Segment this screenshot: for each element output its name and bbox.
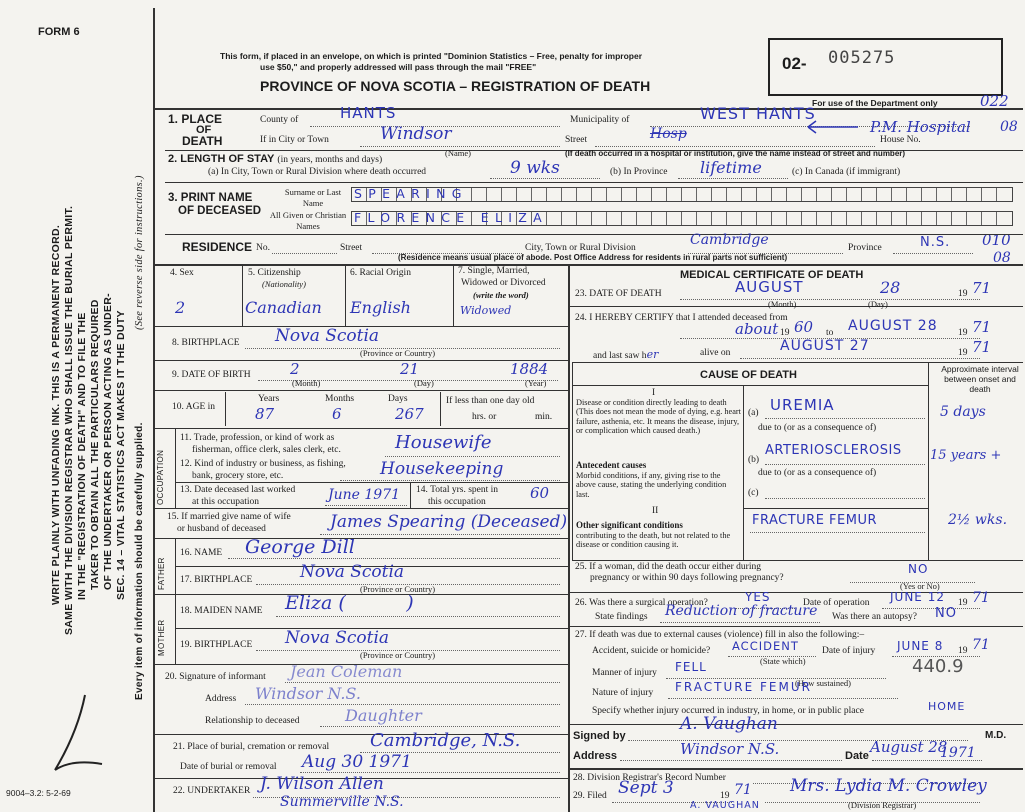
lastsaw-text: and last saw h [593, 351, 647, 361]
surname-value: SPEARING [354, 186, 468, 201]
cause-c-label: (c) [748, 488, 759, 498]
from-year: 60 [794, 318, 814, 336]
cause-a: UREMIA [770, 396, 835, 414]
county-value: HANTS [340, 104, 397, 122]
interval-label: Approximate interval between onset and death [941, 364, 1019, 394]
accident-value: ACCIDENT [732, 639, 799, 653]
autopsy-label: Was there an autopsy? [832, 612, 917, 622]
cause-title: CAUSE OF DEATH [700, 369, 797, 381]
father-name-label: 16. NAME [180, 548, 223, 558]
burial-place-label: 21. Place of burial, cremation or removal [173, 742, 330, 752]
given-value: FLORENCE ELIZA [354, 210, 548, 225]
months-label: Months [325, 394, 355, 404]
side-instruction: IN THE "REGISTRATION OF DEATH" AND TO FILE THE [76, 312, 88, 600]
certify-label: 24. I HEREBY CERTIFY that I attended deceased from [575, 313, 788, 323]
age-years: 87 [255, 405, 275, 423]
residence-no-label: No. [256, 243, 270, 253]
dob-month: 2 [290, 360, 300, 378]
other-interval: 2½ wks. [948, 512, 1008, 528]
physician-address: Windsor N.S. [680, 740, 780, 758]
burial-date-label: Date of burial or removal [180, 762, 277, 772]
father-birthplace-label: 17. BIRTHPLACE [180, 575, 253, 585]
father-birthplace: Nova Scotia [300, 562, 405, 582]
name-label: 3. PRINT NAME [168, 192, 253, 204]
op-year-prefix: 19 [958, 598, 968, 608]
external-causes-label: 27. If death was due to external causes (violence) fill in also the following:– [575, 630, 865, 640]
spouse-value: James Spearing (Deceased) [330, 512, 568, 532]
side-instruction: SEC. 14 – VITAL STATISTICS ACT MAKES IT THE DUTY [115, 310, 127, 600]
envelope-note-2: use $50," and properly addressed will pass through the mail "FREE" [260, 62, 537, 72]
city-label: If in City or Town [260, 135, 329, 145]
age-months: 6 [332, 405, 342, 423]
trade-label: 11. Trade, profession, or kind of work as [180, 433, 335, 443]
findings-label: State findings [595, 612, 648, 622]
filed-date: Sept 3 [618, 778, 674, 798]
registration-number-box [768, 38, 1003, 96]
marital-value: Widowed [460, 304, 512, 317]
age-days: 267 [395, 405, 424, 423]
dept-code: 022 [980, 92, 1009, 110]
less-day-label: If less than one day old [446, 396, 535, 406]
alive-year: 71 [972, 338, 992, 356]
informant-address-label: Address [205, 694, 237, 704]
citizenship-value: Canadian [245, 298, 322, 317]
where-label: Specify whether injury occurred in industry, in home, or in public place [592, 706, 864, 716]
operation-date-label: Date of operation [803, 598, 870, 608]
given-label: All Given or Christian Names [269, 210, 347, 231]
cause-a-interval: 5 days [940, 404, 986, 420]
industry-label: 12. Kind of industry or business, as fishing, [180, 459, 346, 469]
name-label-2: OF DECEASED [178, 205, 262, 217]
arrow-icon [800, 118, 860, 136]
how-sustained-caption: (How sustained) [795, 678, 851, 688]
industry-label-2: bank, grocery store, etc. [192, 471, 284, 481]
to-label: to [826, 328, 834, 338]
trade-value: Housewife [395, 432, 492, 453]
other-title: Other significant conditions [576, 520, 683, 530]
total-years-value: 60 [530, 484, 550, 502]
nature-label: Nature of injury [592, 688, 654, 698]
informant-address: Windsor N.S. [255, 684, 361, 703]
surname-label: Surname or Last Name [284, 187, 342, 208]
citizenship-sub: (Nationality) [262, 279, 306, 289]
cause-b-interval: 15 years + [930, 448, 1002, 463]
total-years-label-2: this occupation [428, 497, 486, 507]
trade-label-2: fisherman, office clerk, sales clerk, etc. [192, 445, 341, 455]
dod-day: 28 [880, 278, 901, 297]
residence-prov-label: Province [848, 243, 882, 253]
place-label-of: OF [196, 124, 212, 136]
residence-note: (Residence means usual place of abode. Post Office Address for residents in rural parts not sufficient) [398, 253, 788, 262]
birthplace-caption: (Province or Country) [360, 348, 436, 358]
total-years-label: 14. Total yrs. spent in [416, 485, 499, 495]
residence-city: Cambridge [690, 232, 769, 248]
mother-section: MOTHER [157, 619, 166, 656]
last-worked-label-2: at this occupation [192, 497, 260, 507]
record-number-label: 28. Division Registrar's Record Number [573, 773, 726, 783]
from-year-prefix: 19 [780, 328, 790, 338]
signature-mark [40, 690, 110, 785]
place-label-death: DEATH [182, 134, 223, 148]
min-label: min. [535, 412, 553, 422]
stay-b-label: (b) In Province [610, 167, 668, 177]
dob-day: 21 [400, 360, 420, 378]
filed-year-prefix: 19 [720, 791, 730, 801]
dod-month: AUGUST [735, 278, 804, 296]
father-name: George Dill [245, 536, 355, 558]
physician-signature: A. Vaughan [680, 714, 778, 734]
hospital-value: P.M. Hospital [870, 118, 971, 136]
side-note: (See reverse side for instructions.) [134, 175, 145, 330]
city-value: Windsor [380, 124, 452, 144]
cert-year: 1971 [940, 745, 976, 761]
operation-year: 71 [972, 590, 990, 606]
physician-address-label: Address [573, 750, 618, 762]
to-year-prefix: 19 [958, 328, 968, 338]
registrar-signature: Mrs. Lydia M. Crowley [790, 776, 987, 796]
injury-year: 71 [972, 637, 990, 653]
street-value: Hosp [650, 126, 687, 142]
attended-from: about [735, 320, 779, 338]
dob-year: 1884 [510, 360, 549, 378]
mother-maiden-label: 18. MAIDEN NAME [180, 606, 263, 616]
place-label: 1. PLACE [168, 112, 223, 126]
nature-value: FRACTURE FEMUR [675, 680, 812, 694]
stay-label [168, 153, 382, 165]
stay-title: 2. LENGTH OF STAY [168, 153, 275, 165]
years-label: Years [258, 394, 280, 404]
lastsaw-sex: er [646, 348, 659, 361]
filer-name: A. VAUGHAN [690, 800, 760, 811]
county-label: County of [260, 115, 299, 125]
last-worked-value: June 1971 [328, 487, 401, 503]
alive-label: alive on [700, 348, 731, 358]
surgery-value: YES [745, 590, 771, 604]
birthplace-value: Nova Scotia [275, 326, 380, 346]
municipality-value: WEST HANTS [700, 104, 816, 123]
last-worked-label: 13. Date deceased last worked [180, 485, 296, 495]
municipality-label: Municipality of [570, 115, 630, 125]
name-caption: (Name) [445, 148, 471, 158]
roman-two: II [652, 506, 659, 516]
occupation-section: OCCUPATION [156, 449, 165, 505]
registrar-caption: (Division Registrar) [848, 800, 917, 810]
undertaker-name: J. Wilson Allen [260, 774, 384, 794]
stay-a-value: 9 wks [510, 158, 560, 178]
surgery-label: 26. Was there a surgical operation? [575, 598, 708, 608]
mother-birthplace-caption: (Province or Country) [360, 650, 436, 660]
side-note-bold: Every item of information should be carefully supplied. [134, 422, 145, 700]
dod-month-caption: (Month) [768, 299, 797, 309]
dod-year-prefix: 19 [958, 289, 968, 299]
residence-prov: N.S. [920, 235, 951, 250]
registration-prefix: 02- [782, 54, 807, 73]
dod-label: 23. DATE OF DEATH [575, 289, 662, 299]
pregnancy-value: NO [908, 562, 929, 576]
alive-value: AUGUST 27 [780, 338, 870, 354]
pregnancy-label-2: pregnancy or within 90 days following pregnancy? [590, 573, 784, 583]
mother-birthplace: Nova Scotia [285, 628, 390, 648]
dept-code: 08 [1000, 119, 1018, 135]
dob-day-caption: (Day) [414, 378, 434, 388]
to-year: 71 [972, 318, 992, 336]
house-no-label: House No. [880, 135, 921, 145]
dob-label: 9. DATE OF BIRTH [172, 370, 251, 380]
dob-month-caption: (Month) [292, 378, 321, 388]
injury-year-prefix: 19 [958, 646, 968, 656]
signed-by-label: Signed by [573, 730, 626, 742]
citizenship-label: 5. Citizenship [248, 268, 301, 278]
father-birthplace-caption: (Province or Country) [360, 584, 436, 594]
cause-b-label: (b) [748, 455, 760, 465]
residence-label: RESIDENCE [182, 240, 253, 254]
spouse-label-2: or husband of deceased [177, 524, 266, 534]
form-title: PROVINCE OF NOVA SCOTIA – REGISTRATION OF DEATH [260, 78, 651, 94]
manner-label: Manner of injury [592, 668, 657, 678]
form-number: FORM 6 [38, 26, 80, 38]
birthplace-label: 8. BIRTHPLACE [172, 338, 240, 348]
racial-label: 6. Racial Origin [350, 268, 411, 278]
informant-sig-label: 20. Signature of informant [165, 672, 266, 682]
dept-code: 010 [982, 231, 1011, 249]
dod-year: 71 [972, 279, 992, 297]
attended-to: AUGUST 28 [848, 318, 938, 334]
days-label: Days [388, 394, 408, 404]
antecedent-title: Antecedent causes [576, 460, 647, 470]
due-to-label: due to (or as a consequence of) [758, 423, 877, 433]
burial-date: Aug 30 1971 [302, 752, 412, 772]
operation-date: JUNE 12 [890, 590, 945, 604]
manner-value: FELL [675, 660, 707, 674]
other-conditions: FRACTURE FEMUR [752, 513, 878, 528]
stay-a-label: (a) In City, Town or Rural Division where death occurred [208, 167, 427, 177]
cert-date: August 28 [870, 738, 948, 756]
undertaker-label: 22. UNDERTAKER [173, 786, 251, 796]
undertaker-location: Summerville N.S. [280, 794, 404, 810]
md-label: M.D. [985, 730, 1007, 741]
side-instruction: WRITE PLAINLY WITH UNFADING INK. THIS IS A PERMANENT RECORD. [50, 224, 62, 605]
form-code: 9004–3.2: 5-2-69 [6, 788, 71, 798]
dob-year-caption: (Year) [525, 378, 547, 388]
where-value: HOME [928, 700, 966, 713]
side-instruction: TAKER TO OBTAIN ALL THE PARTICULARS REQUIRED [89, 299, 101, 590]
relationship-label: Relationship to deceased [205, 716, 300, 726]
sex-value: 2 [175, 298, 186, 317]
side-instruction: SAME WITH THE DIVISION REGISTRAR WHO SHALL ISSUE THE BURIAL PERMIT. [63, 205, 75, 635]
filed-year: 71 [734, 782, 752, 798]
hrs-label: hrs. or [472, 412, 497, 422]
accident-label: Accident, suicide or homicide? [592, 646, 711, 656]
stay-c-label: (c) In Canada (if immigrant) [792, 167, 901, 177]
disease-label: Disease or condition directly leading to death (This does not mean the mode of dying, e.g. heart failure, asthenia, etc. It means the disease, injury, or complication which caused death.) [576, 398, 741, 435]
injury-date-label: Date of injury [822, 646, 876, 656]
autopsy-value: NO [935, 606, 957, 621]
antecedent-label: Morbid conditions, if any, giving rise to the above cause, stating the underlying condition last. [576, 471, 727, 499]
burial-place: Cambridge, N.S. [370, 730, 521, 751]
father-section: FATHER [157, 557, 166, 590]
roman-one: I [652, 388, 656, 398]
medical-cert-title: MEDICAL CERTIFICATE OF DEATH [680, 269, 864, 281]
marital-label-2: Widowed or Divorced [461, 278, 546, 288]
state-which-caption: (State which) [760, 656, 806, 666]
cert-date-label: Date [845, 750, 869, 762]
dept-use-label: For use of the Department only [812, 98, 938, 108]
findings-value: Reduction of fracture [665, 603, 818, 619]
street-label: Street [565, 135, 588, 145]
marital-label-3: (write the word) [473, 290, 529, 300]
marital-label: 7. Single, Married, [458, 266, 530, 276]
sex-label: 4. Sex [170, 268, 194, 278]
other-label: contributing to the death, but not related to the disease or condition causing it. [576, 531, 731, 550]
dod-day-caption: (Day) [868, 299, 888, 309]
pregnancy-label: 25. If a woman, did the death occur either during [575, 562, 761, 572]
mother-birthplace-label: 19. BIRTHPLACE [180, 640, 253, 650]
registration-number: 005275 [828, 48, 896, 68]
alive-year-prefix: 19 [958, 348, 968, 358]
due-to-label: due to (or as a consequence of) [758, 468, 877, 478]
residence-city-label: City, Town or Rural Division [525, 243, 636, 253]
envelope-note: This form, if placed in an envelope, on which is printed "Dominion Statistics – Free, penalty for improper [220, 51, 643, 61]
relationship-value: Daughter [345, 706, 422, 725]
yes-no-caption: (Yes or No) [900, 581, 940, 591]
age-label: 10. AGE in [172, 402, 216, 412]
cause-b: ARTERIOSCLEROSIS [765, 443, 902, 458]
cause-a-label: (a) [748, 408, 759, 418]
dept-code: 08 [993, 250, 1011, 266]
stay-b-value: lifetime [700, 158, 762, 177]
stay-sub: (in years, months and days) [277, 155, 383, 165]
side-instruction: OF THE UNDERTAKER OR PERSON ACTING AS UNDER- [102, 293, 114, 590]
street-note: (If death occurred in a hospital or institution, give the name instead of street and number) [565, 149, 906, 158]
racial-value: English [350, 298, 411, 317]
injury-date: JUNE 8 [897, 639, 944, 653]
spouse-label: 15. If married give name of wife [167, 512, 291, 522]
classification-code: 440.9 [912, 656, 964, 677]
mother-maiden: Eliza ( ) [285, 592, 414, 614]
informant-signature: Jean Coleman [290, 662, 403, 681]
residence-street-label: Street [340, 243, 363, 253]
lastsaw-label [593, 348, 658, 361]
filed-label: 29. Filed [573, 791, 607, 801]
industry-value: Housekeeping [380, 459, 504, 479]
